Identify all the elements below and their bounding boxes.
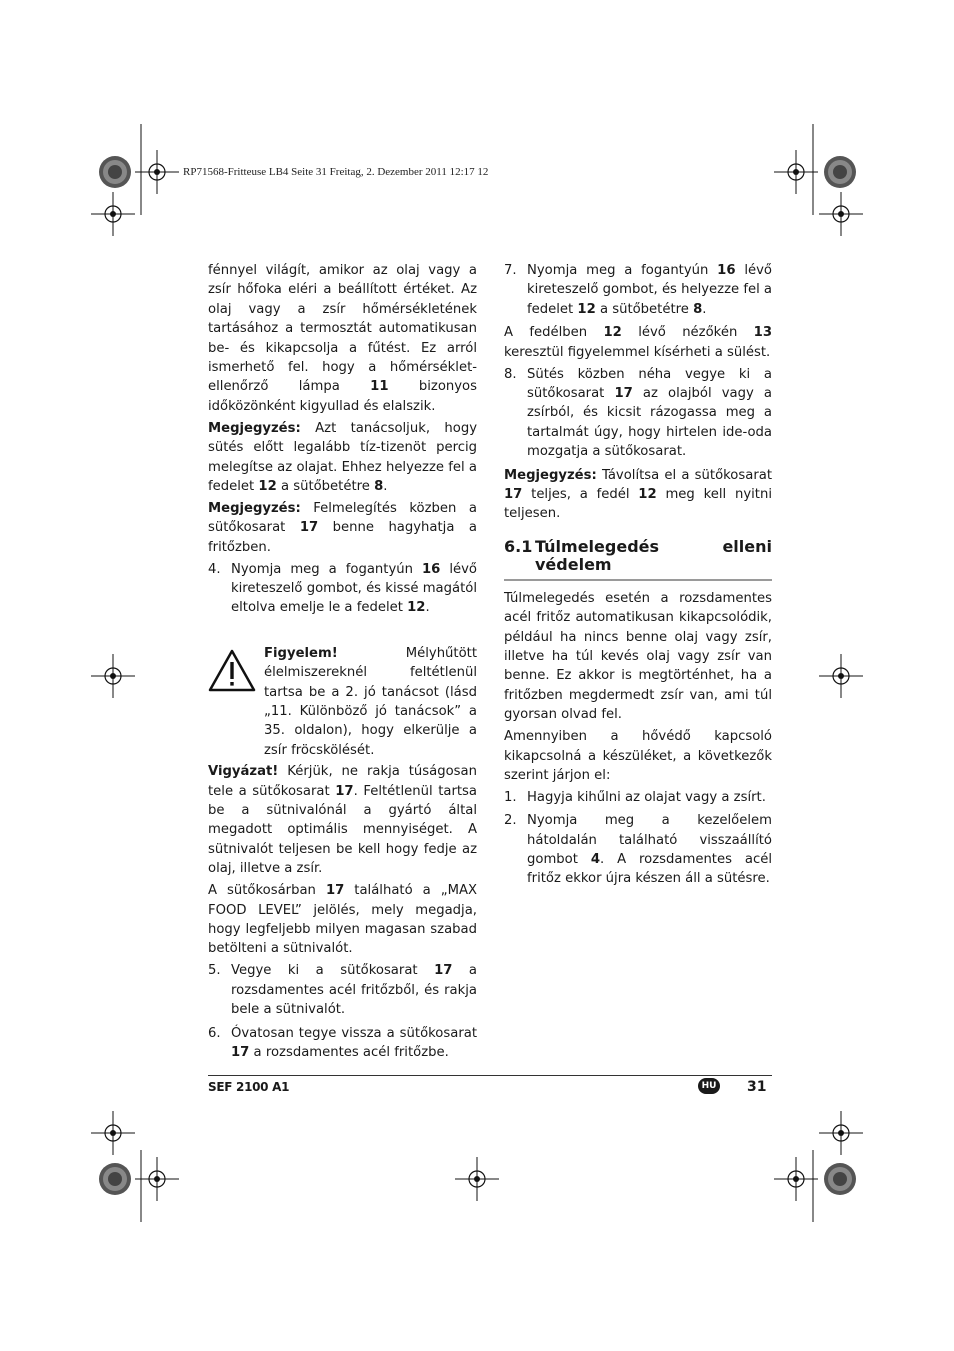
crosshair-icon [819,192,863,236]
crosshair-icon [819,1111,863,1155]
language-badge: HU [698,1078,720,1094]
crosshair-icon [135,1157,179,1201]
warning-triangle-icon [208,648,256,692]
intro-paragraph: fénnyel világít, amikor az olaj vagy a zsír hőfoka eléri a beállított értéket. Az olaj vagy a zsír hőmérsékletének tartásához a termosztát automatikusan be- és kikapcsolja a fűtést. Ez arról ismerhető fel. hogy a hőmérséklet-ellenőrző lámpa 11 bizonyos időközönként kigyullad és elalszik. [208,263,477,414]
caution-paragraph: Vigyázat! Kérjük, ne rakja túságosan tele a sütőkosarat 17. Feltétlenül tartsa be a sütnivalónál a gyártó által megadott optimális mennyiséget. A sütnivalót teljesen be kell hogy fedje az olaj, illetve a zsír. [208,764,477,877]
page-number: 31 [747,1079,767,1095]
list-item: 7. Nyomja meg a fogantyún 16 lévő kireteszelő gombot, és helyezze fel a fedelet 12 a sütőbetétre 8. [504,263,773,317]
crosshair-icon [774,150,818,194]
crosshair-icon [91,654,135,698]
model-number: SEF 2100 A1 [208,1080,290,1094]
list-item: 5. Vegye ki a sütőkosarat 17 a rozsdamentes acél fritőzből, és rakja bele a sütnivalót. [208,963,477,1018]
note-preheat: Megjegyzés: Azt tanácsoljuk, hogy sütés előtt legalább tíz-tizenöt percig melegítse az olajat. Ehhez helyezze fel a fedelet 12 a sütőbetétre 8. [208,420,477,494]
note-basket: Megjegyzés: Felmelegítés közben a sütőkosarat 17 benne hagyhatja a fritőzben. [208,500,477,555]
left-column [208,261,477,1066]
list-item: 6. Óvatosan tegye vissza a sütőkosarat 17 a rozsdamentes acél fritőzbe. [208,1025,477,1060]
print-slug: RP71568-Fritteuse LB4 Seite 31 Freitag, 2. Dezember 2011 12:17 12 [183,166,489,178]
crosshair-icon [774,1157,818,1201]
step8-note: Megjegyzés: Távolítsa el a sütőkosarat 17 teljes, a fedél 12 meg kell nyitni teljesen. [504,467,772,522]
list-item: 4. Nyomja meg a fogantyún 16 lévő kireteszelő gombot, és kissé magától eltolva emelje le a fedelet 12. [208,561,477,616]
thermal-switch-paragraph: Amennyiben a hővédő kapcsoló kikapcsolná a készüléket, a következők szerint járjon el: [504,729,772,783]
registration-disc-icon [824,156,856,188]
list-item: 2. Nyomja meg a kezelőelem hátoldalán található visszaállító gombot 4. A rozsdamentes acél fritőz ekkor újra készen áll a sütésre. [504,813,772,887]
registration-disc-icon [824,1163,856,1195]
list-item: 1. Hagyja kihűlni az olajat vagy a zsírt. [504,789,766,805]
right-column [504,261,772,893]
section-heading: 6.1 Túlmelegedés elleni védelem [504,538,772,581]
footer-rule [208,1075,772,1076]
warning-box: Figyelem! Mélyhűtött élelmiszereknél feltétlenül tartsa be a 2. jó tanácsot (lásd „11. Különböző jó tanácsok” a 35. oldalon), hogy elkerülje a zsír fröcskölését. [208,644,477,760]
list-item: 8. Sütés közben néha vegye ki a sütőkosarat 17 az olajból vagy a zsírból, és kicsit rázogassa meg a tartalmát úgy, hogy hirtelen ide-oda mozgatja a sütőkosarat. [504,366,772,460]
max-level-paragraph: A sütőkosárban 17 található a „MAX FOOD LEVEL” jelölés, mely megadja, hogy legfeljebb milyen magasan szabad betölteni a sütnivalót. [208,883,478,957]
crosshair-icon [91,1111,135,1155]
crosshair-icon [91,192,135,236]
overheat-paragraph: Túlmelegedés esetén a rozsdamentes acél fritőz automatikusan kikapcsolódik, például ha nincs benne olaj vagy zsír, illetve ha túl kevés olaj vagy zsír van benne. Ez akkor is megtörténhet, ha a fritőzben megdermedt zsír van, ami túl gyorsan olvad fel. [504,590,772,723]
crosshair-icon [135,150,179,194]
registration-disc-icon [99,156,131,188]
crosshair-icon [455,1157,499,1201]
step7-sub-paragraph: A fedélben 12 lévő nézőkén 13 keresztül figyelemmel kísérheti a sülést. [504,325,773,360]
registration-disc-icon [99,1163,131,1195]
crosshair-icon [819,654,863,698]
